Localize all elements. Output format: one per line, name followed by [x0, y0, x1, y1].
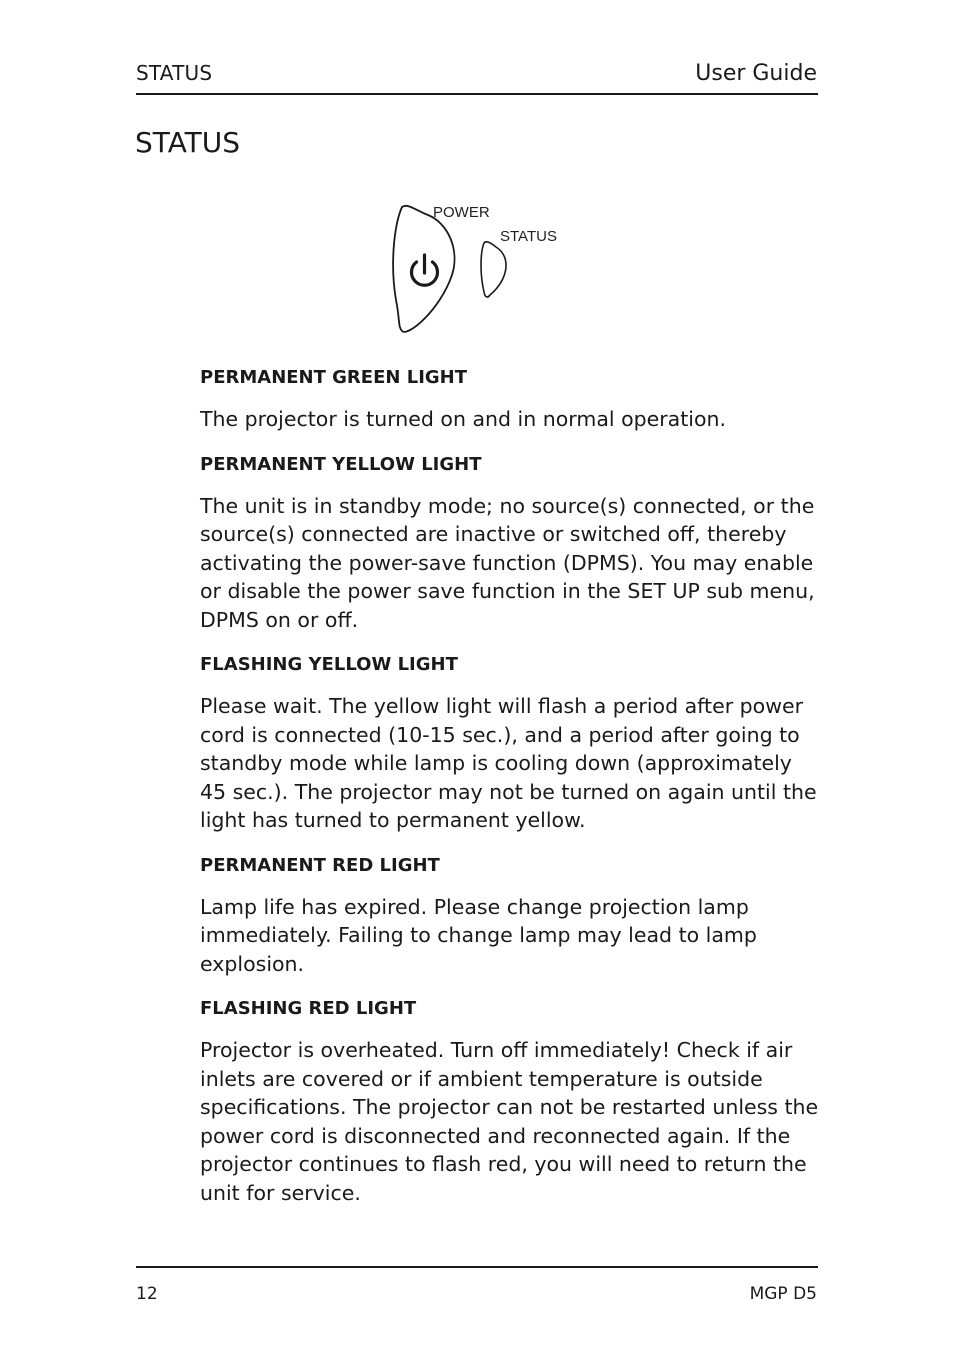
footer-divider	[136, 1266, 818, 1268]
section-body: The unit is in standby mode; no source(s) connected, or the source(s) connected are inactive or switched off, thereby activating the power-save function (DPMS). You may enable or disable the power save function in the SET UP sub menu, DPMS on or off.	[200, 493, 815, 632]
page-title: STATUS	[135, 126, 241, 159]
status-label: STATUS	[500, 228, 557, 245]
control-panel-illustration	[380, 195, 580, 345]
power-symbol-icon	[412, 255, 438, 285]
section-flashing-red	[200, 996, 824, 1207]
header-section-label: STATUS	[136, 61, 213, 85]
section-heading: FLASHING RED LIGHT	[200, 998, 417, 1019]
section-body: Lamp life has expired. Please change projection lamp immediately. Failing to change lamp may lead to lamp explosion.	[200, 894, 757, 976]
section-permanent-green	[200, 365, 824, 434]
section-heading: PERMANENT YELLOW LIGHT	[200, 453, 482, 475]
status-descriptions	[200, 365, 824, 1225]
product-name: MGP D5	[749, 1284, 817, 1304]
header-guide-label: User Guide	[695, 61, 817, 86]
power-label: POWER	[433, 204, 490, 221]
section-body: Please wait. The yellow light will flash a period after power cord is connected (10-15 sec.), and a period after going to standby mode while lamp is cooling down (approximately 45 sec.). The projector may not be turned on again until the light has turned to permanent yellow.	[200, 694, 817, 832]
section-heading: PERMANENT RED LIGHT	[200, 854, 440, 876]
status-indicator-outline	[481, 242, 506, 297]
section-flashing-yellow	[200, 652, 824, 835]
section-permanent-yellow	[200, 452, 824, 635]
page-number: 12	[136, 1284, 158, 1304]
section-body: Projector is overheated. Turn off immediately! Check if air inlets are covered or if ambient temperature is outside specifications. The projector can not be restarted unless the power cord is disconnected and reconnected again. If the projector continues to flash red, you will need to return the unit for service.	[200, 1038, 819, 1205]
section-body: The projector is turned on and in normal operation.	[200, 407, 727, 431]
section-heading: PERMANENT GREEN LIGHT	[200, 367, 468, 388]
header-divider	[136, 93, 818, 95]
section-permanent-red	[200, 853, 824, 979]
section-heading: FLASHING YELLOW LIGHT	[200, 654, 458, 675]
